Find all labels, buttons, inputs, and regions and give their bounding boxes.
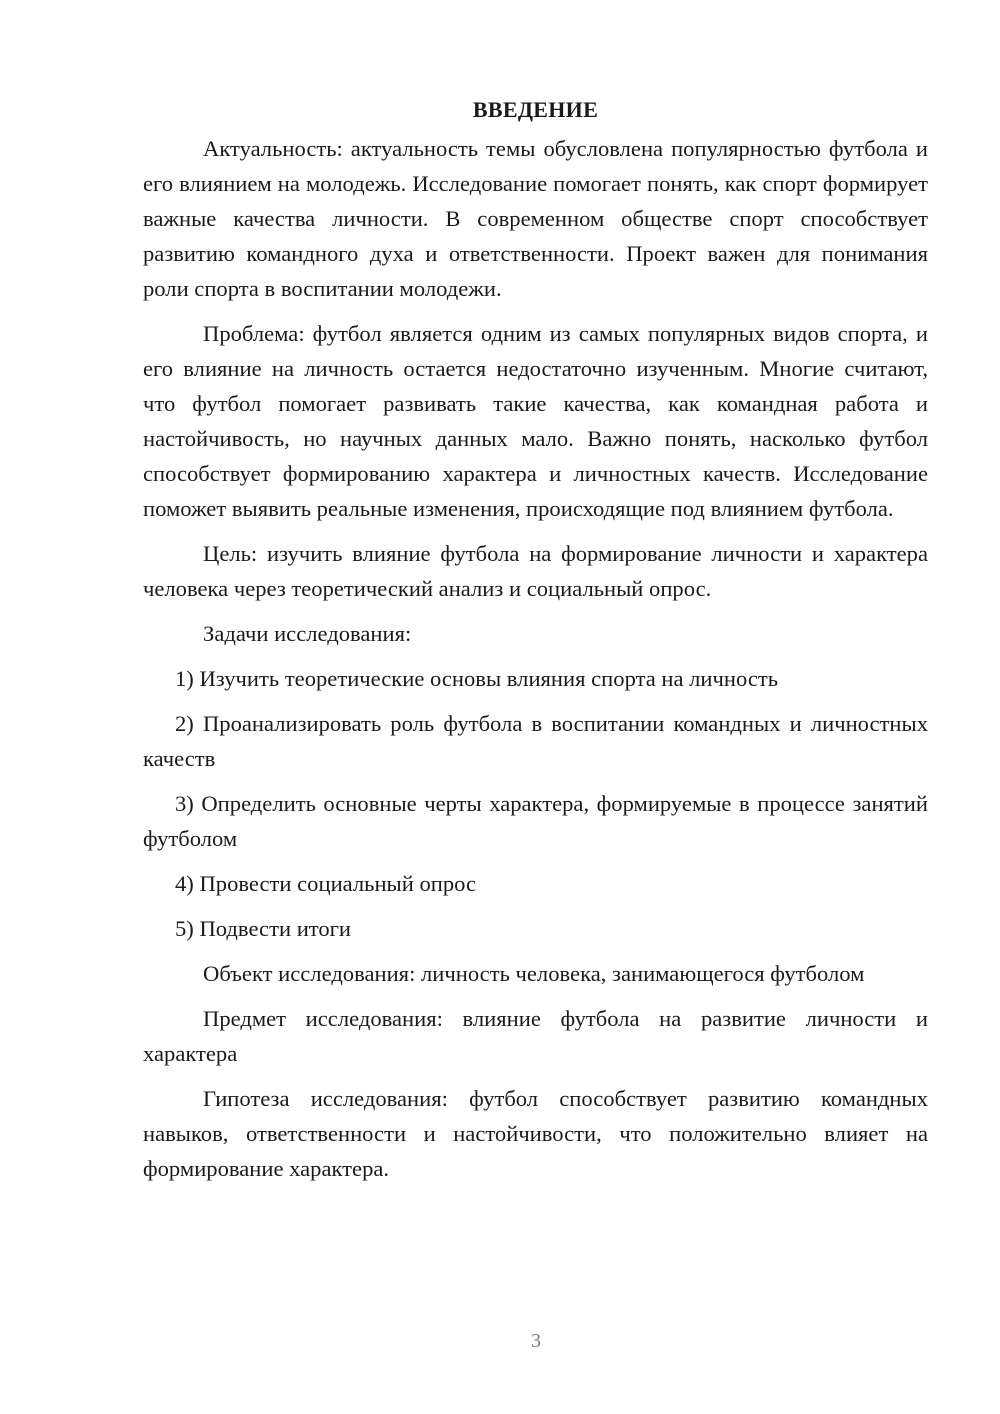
section-title: ВВЕДЕНИЕ <box>472 97 599 122</box>
paragraph-tasks-heading: Задачи исследования: <box>203 621 412 646</box>
paragraph-hypothesis: Гипотеза исследования: футбол способствует развитию командных навыков, ответственности и настойчивости, что положительно влияет на формирование характера. <box>143 1086 928 1181</box>
paragraph-subject: Предмет исследования: влияние футбола на развитие личности и характера <box>143 1006 928 1066</box>
paragraph-problem: Проблема: футбол является одним из самых популярных видов спорта, и его влияние на личность остается недостаточно изученным. Многие считают, что футбол помогает развивать такие качества, как командная работа и настойчивость, но научных данных мало. Важно понять, насколько футбол способствует формированию характера и личностных качеств. Исследование поможет выявить реальные изменения, происходящие под влиянием футбола. <box>143 321 928 521</box>
task-item-2: 2) Проанализировать роль футбола в воспитании командных и личностных качеств <box>143 711 928 771</box>
task-item-3: 3) Определить основные черты характера, формируемые в процессе занятий футболом <box>143 791 928 851</box>
task-item-5: 5) Подвести итоги <box>175 916 352 941</box>
task-item-1: 1) Изучить теоретические основы влияния спорта на личность <box>175 666 779 691</box>
document-page <box>143 92 928 1196</box>
paragraph-goal: Цель: изучить влияние футбола на формирование личности и характера человека через теоретический анализ и социальный опрос. <box>143 541 928 601</box>
page-number: 3 <box>531 1330 541 1352</box>
paragraph-object: Объект исследования: личность человека, занимающегося футболом <box>203 961 865 986</box>
paragraph-relevance: Актуальность: актуальность темы обусловлена популярностью футбола и его влиянием на молодежь. Исследование помогает понять, как спорт формирует важные качества личности. В современном обществе спорт способствует развитию командного духа и ответственности. Проект важен для понимания роли спорта в воспитании молодежи. <box>143 136 928 301</box>
task-item-4: 4) Провести социальный опрос <box>175 871 477 896</box>
